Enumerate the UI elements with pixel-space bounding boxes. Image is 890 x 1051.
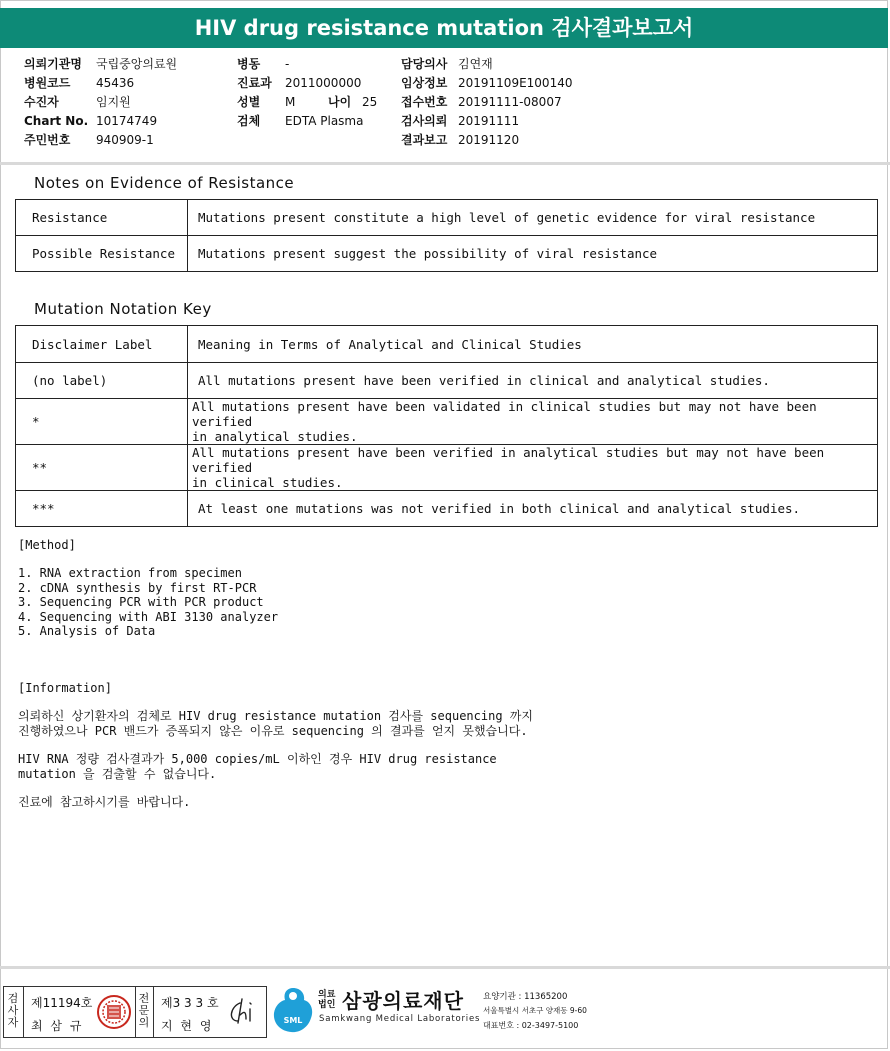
info-row-sex-age	[237, 93, 377, 112]
info-value: M	[285, 95, 296, 109]
method-item: 2. cDNA synthesis by first RT-PCR	[18, 580, 257, 595]
info-value: 940909-1	[96, 133, 154, 147]
information-paragraph: 진료에 참고하시기를 바랍니다.	[18, 795, 191, 809]
info-value: 45436	[96, 76, 135, 90]
info-value: EDTA Plasma	[285, 114, 364, 128]
footer-divider	[0, 966, 890, 969]
info-label: 검사의뢰	[401, 114, 448, 128]
notes-section-title: Notes on Evidence of Resistance	[34, 174, 295, 192]
key-label: *	[16, 399, 188, 445]
method-item: 5. Analysis of Data	[18, 624, 156, 638]
key-section-title: Mutation Notation Key	[34, 300, 212, 318]
info-label: 수진자	[24, 95, 59, 109]
info-row-request-date	[401, 112, 572, 131]
key-text: All mutations present have been verified in clinical and analytical studies.	[188, 363, 878, 399]
info-value: 김연재	[458, 57, 493, 71]
info-value-age: 25	[362, 95, 378, 109]
info-label-age: 나이	[328, 95, 352, 109]
info-label: 병동	[237, 57, 261, 71]
method-heading: [Method]	[18, 538, 76, 552]
patient-info-col2	[237, 55, 377, 131]
info-row-hospital-code	[24, 74, 177, 93]
info-label: 병원코드	[24, 76, 71, 90]
info-row-department	[237, 74, 377, 93]
info-value: 2011000000	[285, 76, 362, 90]
signature-box	[3, 986, 267, 1038]
sml-logo-icon	[271, 986, 315, 1034]
info-row-doctor	[401, 55, 572, 74]
information-paragraph: HIV RNA 정량 검사결과가 5,000 copies/mL 이하인 경우 HIV drug resistance mutation 을 검출할 수 없습니다.	[18, 752, 497, 781]
inspector-role-label: 검 사 자	[7, 992, 19, 1029]
table-row	[16, 236, 878, 272]
info-value: 20191109E100140	[458, 76, 573, 90]
method-item: 1. RNA extraction from specimen	[18, 566, 242, 580]
table-header-row	[16, 326, 878, 363]
signature-icon	[226, 995, 264, 1029]
key-text: All mutations present have been validated in clinical studies but may not have been verified in analytical studies.	[188, 399, 878, 445]
key-label: (no label)	[16, 363, 188, 399]
specialist-role-label: 전 문 의	[138, 992, 150, 1029]
notes-text: Mutations present constitute a high level of genetic evidence for viral resistance	[188, 200, 878, 236]
info-label: 주민번호	[24, 133, 71, 147]
info-label: 성별	[237, 95, 261, 109]
info-row-patient	[24, 93, 177, 112]
info-label: 담당의사	[401, 57, 448, 71]
seal-stamp-icon	[96, 994, 132, 1030]
info-label: 임상정보	[401, 76, 448, 90]
info-label: 의뢰기관명	[24, 57, 82, 71]
care-code: 요양기관 : 11365200	[483, 992, 568, 1002]
org-english-name: Samkwang Medical Laboratories	[319, 1014, 481, 1024]
information-heading: [Information]	[18, 681, 112, 695]
specialist-name: 지 현 영	[161, 1019, 214, 1033]
patient-info-col1	[24, 55, 177, 150]
info-value: 국립중앙의료원	[96, 57, 178, 71]
patient-info-col3	[401, 55, 572, 150]
info-value: -	[285, 57, 290, 71]
info-row-receipt-no	[401, 93, 572, 112]
info-value: 20191120	[458, 133, 520, 147]
info-row-specimen	[237, 112, 377, 131]
method-item: 3. Sequencing PCR with PCR product	[18, 595, 264, 609]
divider	[23, 987, 24, 1037]
info-row-report-date	[401, 131, 572, 150]
info-row-ward	[237, 55, 377, 74]
svg-text:SML: SML	[283, 1016, 303, 1025]
key-text: At least one mutations was not verified in both clinical and analytical studies.	[188, 491, 878, 527]
table-row	[16, 491, 878, 527]
info-label: 접수번호	[401, 95, 448, 109]
divider	[135, 987, 136, 1037]
key-header-label: Disclaimer Label	[16, 326, 188, 363]
info-label: 검체	[237, 114, 261, 128]
info-value: 20191111-08007	[458, 95, 562, 109]
key-label: **	[16, 445, 188, 491]
notes-text: Mutations present suggest the possibility of viral resistance	[188, 236, 878, 272]
method-item: 4. Sequencing with ABI 3130 analyzer	[18, 609, 279, 624]
table-row	[16, 445, 878, 491]
notes-label: Possible Resistance	[16, 236, 188, 272]
table-row	[16, 363, 878, 399]
info-value: 임지원	[96, 95, 131, 109]
info-row-clinical-info	[401, 74, 572, 93]
information-paragraph: 의뢰하신 상기환자의 검체로 HIV drug resistance mutation 검사를 sequencing 까지 진행하였으나 PCR 밴드가 증폭되지 않은 이유로 sequencing 의 결과를 얻지 못했습니다.	[18, 709, 533, 738]
report-title: HIV drug resistance mutation 검사결과보고서	[0, 8, 888, 48]
org-type: 의료 법인	[318, 990, 336, 1010]
key-text: All mutations present have been verified in analytical studies but may not have been verified in clinical studies.	[188, 445, 878, 491]
info-row-institution	[24, 55, 177, 74]
specialist-license: 제3 3 3 호	[161, 996, 219, 1010]
table-row	[16, 200, 878, 236]
key-table	[15, 325, 878, 527]
info-label: 결과보고	[401, 133, 448, 147]
info-label: 진료과	[237, 76, 272, 90]
notes-table	[15, 199, 878, 272]
info-row-resident-no	[24, 131, 177, 150]
key-label: ***	[16, 491, 188, 527]
table-row	[16, 399, 878, 445]
info-row-chart-no	[24, 112, 177, 131]
org-address: 서울특별시 서초구 양재동 9-60	[483, 1006, 587, 1015]
inspector-license: 제11194호	[31, 996, 93, 1010]
info-label: Chart No.	[24, 114, 89, 128]
notes-label: Resistance	[16, 200, 188, 236]
inspector-name: 최 삼 규	[31, 1019, 84, 1033]
info-value: 10174749	[96, 114, 158, 128]
org-phone: 대표번호 : 02-3497-5100	[483, 1021, 579, 1030]
org-name: 삼광의료재단	[342, 989, 464, 1013]
divider	[153, 987, 154, 1037]
key-header-text: Meaning in Terms of Analytical and Clinical Studies	[188, 326, 878, 363]
header-divider	[0, 162, 890, 165]
info-value: 20191111	[458, 114, 520, 128]
